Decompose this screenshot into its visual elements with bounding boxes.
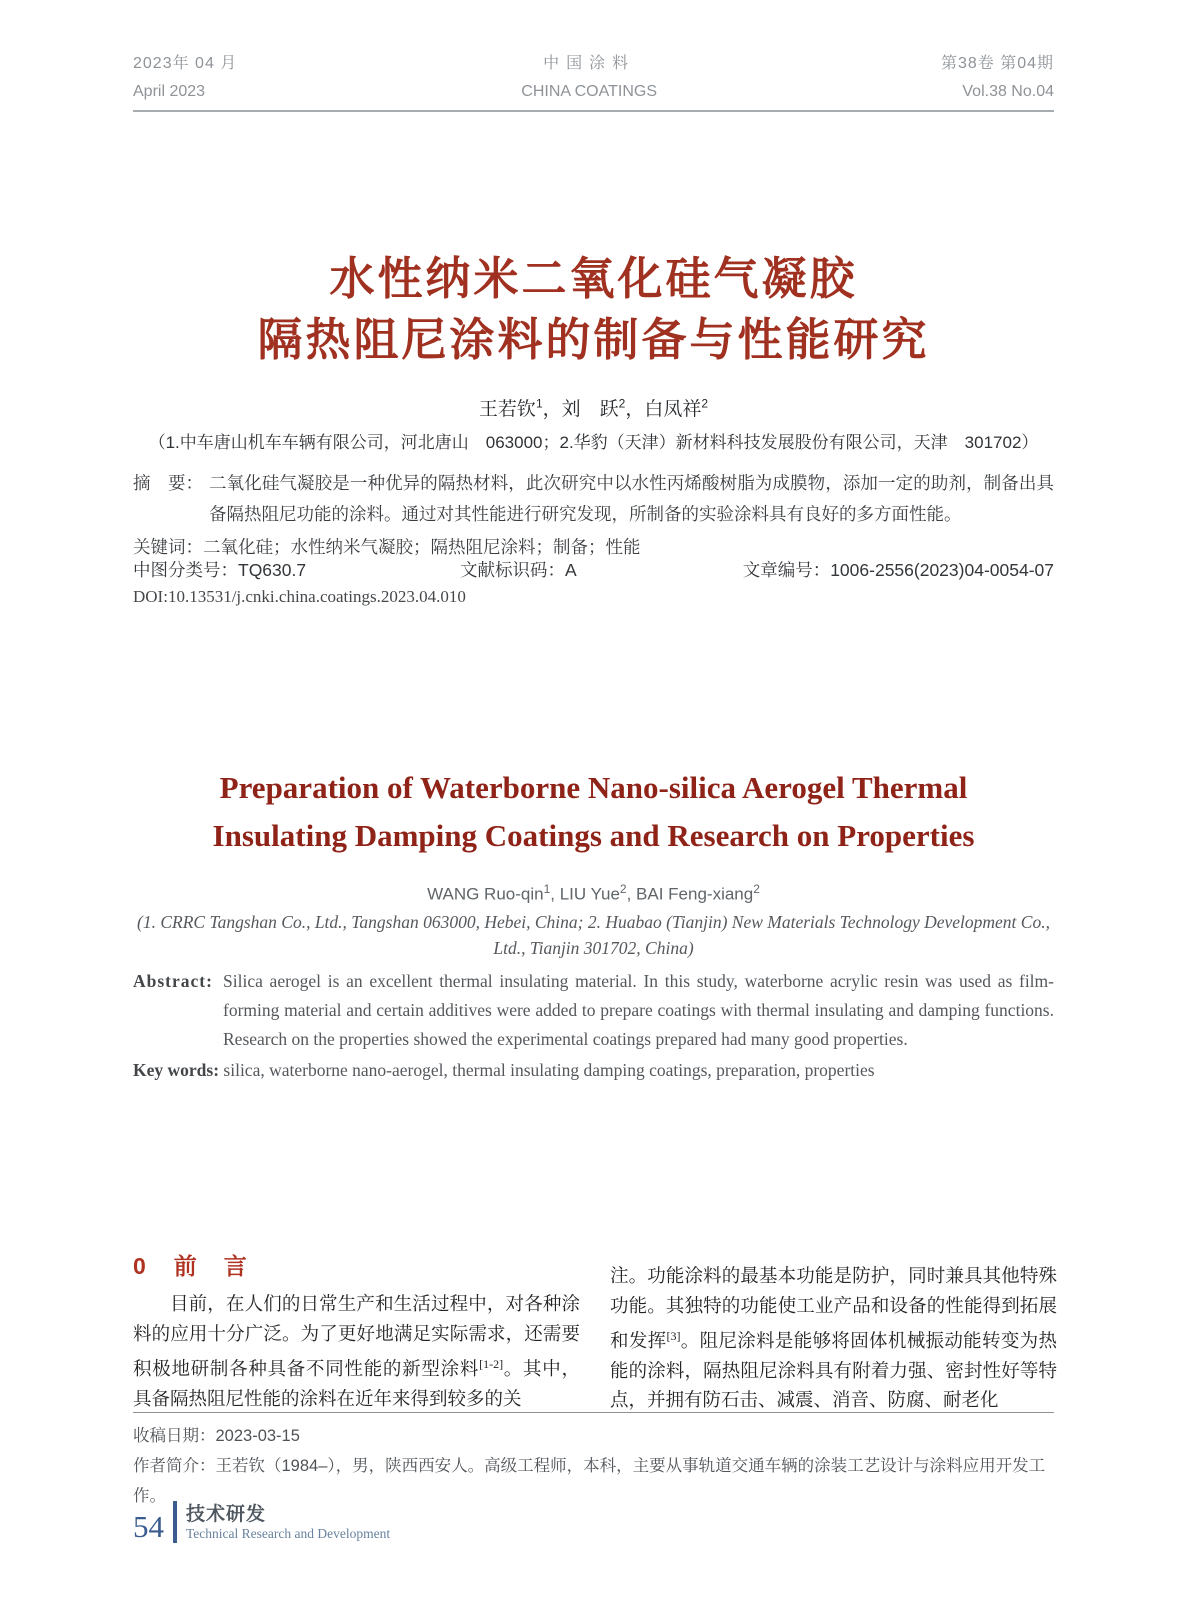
volume-issue-en: Vol.38 No.04 <box>962 83 1054 100</box>
affiliation-cn: （1.中车唐山机车车辆有限公司，河北唐山 063000；2.华豹（天津）新材料科技发展股份有限公司，天津 301702） <box>148 433 1039 452</box>
body-text: 。阻尼涂料是能够将固体机械振动能转变为热能的涂料，隔热阻尼涂料具有附着力强、密封性好等特点，并拥有防石击、减震、消音、防腐、耐老化 <box>610 1332 1057 1412</box>
journal-name-en: CHINA COATINGS <box>521 83 657 100</box>
author-name-en: WANG Ruo-qin <box>427 884 544 904</box>
author-superscript: 2 <box>619 882 627 896</box>
abstract-cn <box>133 468 1054 530</box>
footnote <box>133 1421 1054 1511</box>
header-journal-name <box>521 50 657 106</box>
section-number: 0 <box>133 1253 146 1279</box>
received-date-value: 2023-03-15 <box>215 1427 300 1445</box>
authors-cn <box>0 394 1187 421</box>
author-superscript: 1 <box>543 882 551 896</box>
citation-reference: [3] <box>666 1329 681 1343</box>
column-name-en: Technical Research and Development <box>186 1525 391 1541</box>
affiliation-en-line2: Ltd., Tianjin 301702, China) <box>493 938 694 958</box>
header-date-cn: 2023年 04 月 <box>133 55 238 72</box>
doc-code-field <box>460 557 577 582</box>
abstract-en <box>133 967 1054 1054</box>
section-title: 前 言 <box>173 1253 249 1279</box>
article-title-cn-line1: 水性纳米二氧化硅气凝胶 <box>329 253 858 304</box>
author-bio-value: 王若钦（1984–），男，陕西西安人。高级工程师，本科，主要从事轨道交通车辆的涂装工艺设计与涂料应用开发工作。 <box>133 1457 1046 1505</box>
abstract-block-cn <box>133 468 1054 563</box>
page-header <box>133 50 1054 106</box>
article-number-value: 1006-2556(2023)04-0054-07 <box>830 560 1054 580</box>
author-name-en: LIU Yue <box>559 884 620 904</box>
section-heading <box>133 1248 580 1281</box>
author-superscript: 1 <box>535 396 543 411</box>
authors-en <box>0 882 1187 905</box>
article-title-en <box>0 764 1187 860</box>
author-separator: ， <box>625 399 645 420</box>
article-title-cn <box>0 248 1187 370</box>
doc-code-value: A <box>565 560 577 580</box>
header-divider <box>133 110 1054 112</box>
body-text: 目前，在人们的日常生产和生活过程中，对各种涂料的应用十分广泛。为了更好地满足实际需求，还需要积极地研制各种具备不同性能的新型涂料 <box>133 1295 580 1381</box>
body-column-left <box>133 1236 580 1417</box>
author-superscript: 2 <box>618 396 626 411</box>
body-paragraph <box>133 1291 580 1415</box>
citation-reference: [1-2] <box>479 1357 504 1371</box>
clc-label: 中图分类号： <box>133 560 238 580</box>
article-number-label: 文章编号： <box>742 560 831 580</box>
column-name-cn: 技术研发 <box>186 1503 267 1525</box>
author-superscript: 2 <box>701 396 709 411</box>
article-number-field <box>743 557 1054 582</box>
article-title-en-line1: Preparation of Waterborne Nano-silica Aerogel Thermal <box>219 770 968 805</box>
affiliation-en <box>0 909 1187 961</box>
keywords-text-en: silica, waterborne nano-aerogel, thermal insulating damping coatings, preparation, properties <box>219 1060 875 1080</box>
article-title-en-line2: Insulating Damping Coatings and Research on Properties <box>212 818 975 853</box>
keywords-text-cn: 二氧化硅；水性纳米气凝胶；隔热阻尼涂料；制备；性能 <box>203 537 641 557</box>
clc-value: TQ630.7 <box>238 560 307 580</box>
body-column-right <box>610 1236 1057 1417</box>
footnote-divider <box>133 1412 1054 1413</box>
author-name: 王若钦 <box>478 399 536 420</box>
author-separator: , <box>550 884 560 904</box>
author-name: 白凤祥 <box>644 399 702 420</box>
body-text: 注。功能涂料的最基本功能是防护，同时兼具其他特殊功能。其独特的功能使工业产品和设备的性能得到拓展和发挥 <box>610 1267 1057 1353</box>
column-section <box>186 1503 390 1542</box>
keywords-label-en: Key words: <box>133 1060 220 1080</box>
author-separator: ， <box>542 399 562 420</box>
footer-divider-bar <box>173 1501 177 1543</box>
author-separator: , <box>626 884 637 904</box>
clc-field <box>133 560 306 580</box>
abstract-block-en <box>133 967 1054 1085</box>
header-volume-issue <box>941 50 1054 106</box>
abstract-text-cn: 二氧化硅气凝胶是一种优异的隔热材料，此次研究中以水性丙烯酸树脂为成膜物，添加一定的助剂，制备出具备隔热阻尼功能的涂料。通过对其性能进行研究发现，所制备的实验涂料具有良好的多方面性能。 <box>209 473 1054 524</box>
author-name-en: BAI Feng-xiang <box>636 884 754 904</box>
body-columns <box>133 1236 1057 1417</box>
keywords-label-cn: 关键词： <box>133 537 203 557</box>
keywords-en <box>133 1056 1054 1085</box>
author-name: 刘 跃 <box>561 399 619 420</box>
doc-code-label: 文献标识码： <box>460 560 565 580</box>
received-date-label: 收稿日期： <box>133 1427 216 1445</box>
journal-name-cn: 中国涂料 <box>543 55 636 72</box>
header-issue-date <box>133 50 237 106</box>
volume-issue-cn: 第38卷 第04期 <box>940 55 1054 72</box>
page-number: 54 <box>133 1508 164 1544</box>
received-date-line <box>133 1421 1054 1451</box>
page-footer <box>133 1501 390 1543</box>
abstract-text-en: Silica aerogel is an excellent thermal insulating material. In this study, waterborne acrylic resin was used as film-forming material and certain additives were added to prepare coatings with thermal insulating and damping functions. Research on the properties showed the experimental coatings prepared had many good properties. <box>223 971 1054 1049</box>
author-bio-label: 作者简介： <box>133 1457 216 1475</box>
abstract-label-cn: 摘 要： <box>133 473 203 493</box>
article-title-cn-line2: 隔热阻尼涂料的制备与性能研究 <box>257 314 930 365</box>
body-text: 。其中，具备隔热阻尼性能的涂料在近年来得到较多的关 <box>133 1360 580 1410</box>
header-date-en: April 2023 <box>133 83 206 100</box>
affiliation-en-line1: (1. CRRC Tangshan Co., Ltd., Tangshan 063000, Hebei, China; 2. Huabao (Tianjin) New Materials Technology Development Co., <box>137 912 1050 932</box>
doi: DOI:10.13531/j.cnki.china.coatings.2023.04.010 <box>133 587 466 606</box>
body-paragraph <box>610 1263 1057 1417</box>
abstract-label-en: Abstract: <box>133 971 213 991</box>
classification-row <box>133 557 1054 582</box>
author-superscript: 2 <box>753 882 760 896</box>
